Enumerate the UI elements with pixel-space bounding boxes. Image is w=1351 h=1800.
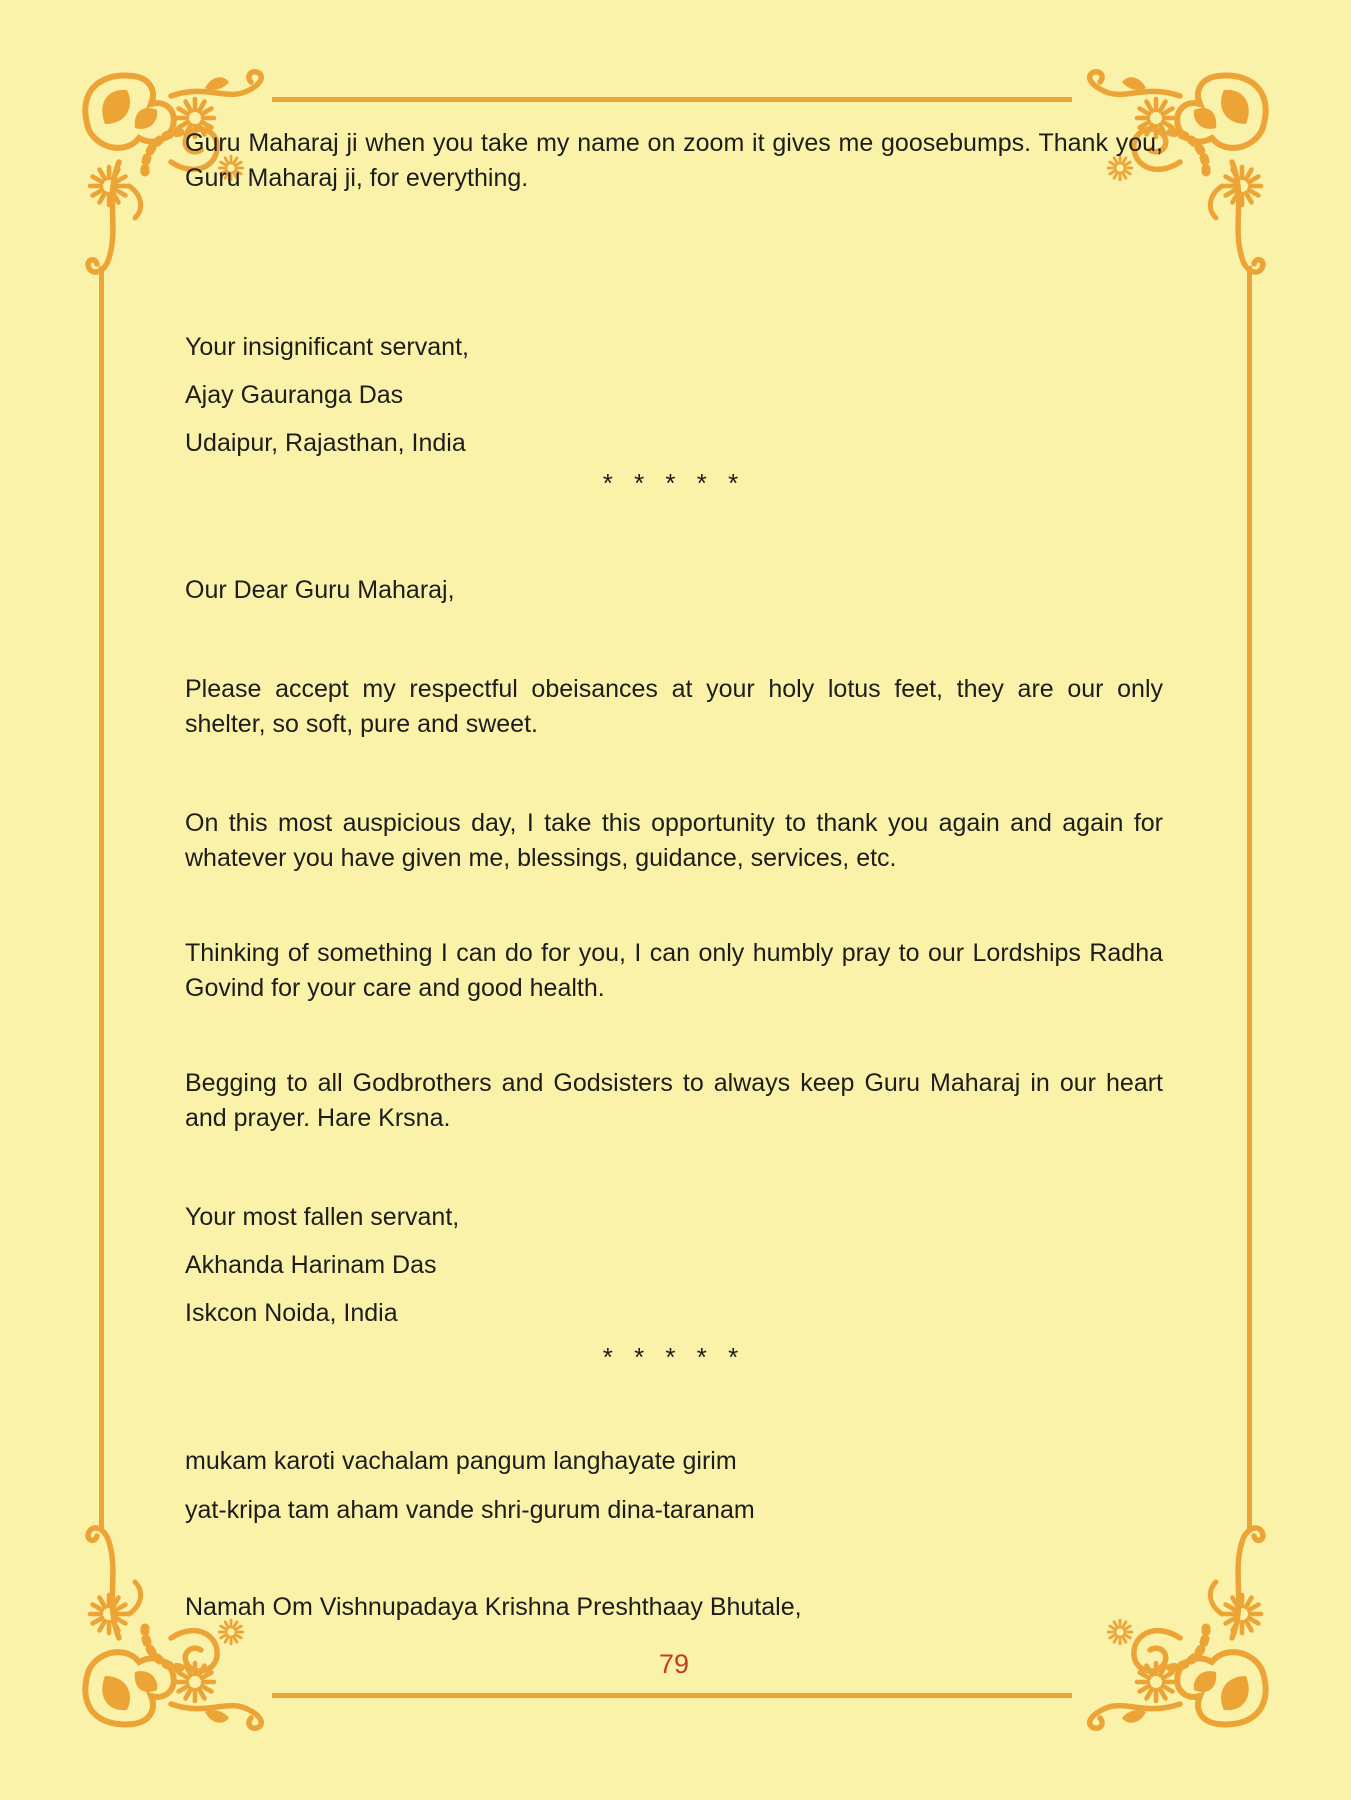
letter1-signoff: Your insignificant servant, <box>185 333 469 361</box>
frame-border-bottom <box>272 1693 1072 1698</box>
letter2-paragraph-4: Begging to all Godbrothers and Godsisters to always keep Guru Maharaj in our heart and prayer. Hare Krsna. <box>185 1069 1163 1132</box>
letter2-salutation: Our Dear Guru Maharaj, <box>185 576 455 604</box>
sunflower-icon <box>90 167 128 205</box>
letter2-paragraph-3: Thinking of something I can do for you, I can only humbly pray to our Lordships Radha Govind for your care and good health. <box>185 939 1163 1002</box>
letter2-location: Iskcon Noida, India <box>185 1299 398 1327</box>
letter1-author: Ajay Gauranga Das <box>185 381 404 409</box>
frame-border-left <box>99 266 104 1530</box>
letter2-signoff: Your most fallen servant, <box>185 1203 460 1231</box>
page-number: 79 <box>658 1649 690 1679</box>
frame-border-top <box>272 97 1072 102</box>
verse-line-1: mukam karoti vachalam pangum langhayate girim <box>185 1447 737 1475</box>
section-separator-stars: * * * * * <box>602 468 746 498</box>
section-separator-stars: * * * * * <box>602 1342 746 1372</box>
letter1-closing-paragraph: Guru Maharaj ji when you take my name on zoom it gives me goosebumps. Thank you, Guru Maharaj ji, for everything. <box>185 129 1163 192</box>
letter2-paragraph-2: On this most auspicious day, I take this opportunity to thank you again and again for whatever you have given me, blessings, guidance, services, etc. <box>185 809 1163 872</box>
letter1-location: Udaipur, Rajasthan, India <box>185 429 466 457</box>
letter2-paragraph-1: Please accept my respectful obeisances at your holy lotus feet, they are our only shelter, so soft, pure and sweet. <box>185 675 1163 738</box>
frame-border-right <box>1247 266 1252 1530</box>
verse-line-3: Namah Om Vishnupadaya Krishna Preshthaay Bhutale, <box>185 1593 802 1621</box>
letter2-author: Akhanda Harinam Das <box>185 1251 437 1279</box>
verse-line-2: yat-kripa tam aham vande shri-gurum dina-taranam <box>185 1496 755 1524</box>
